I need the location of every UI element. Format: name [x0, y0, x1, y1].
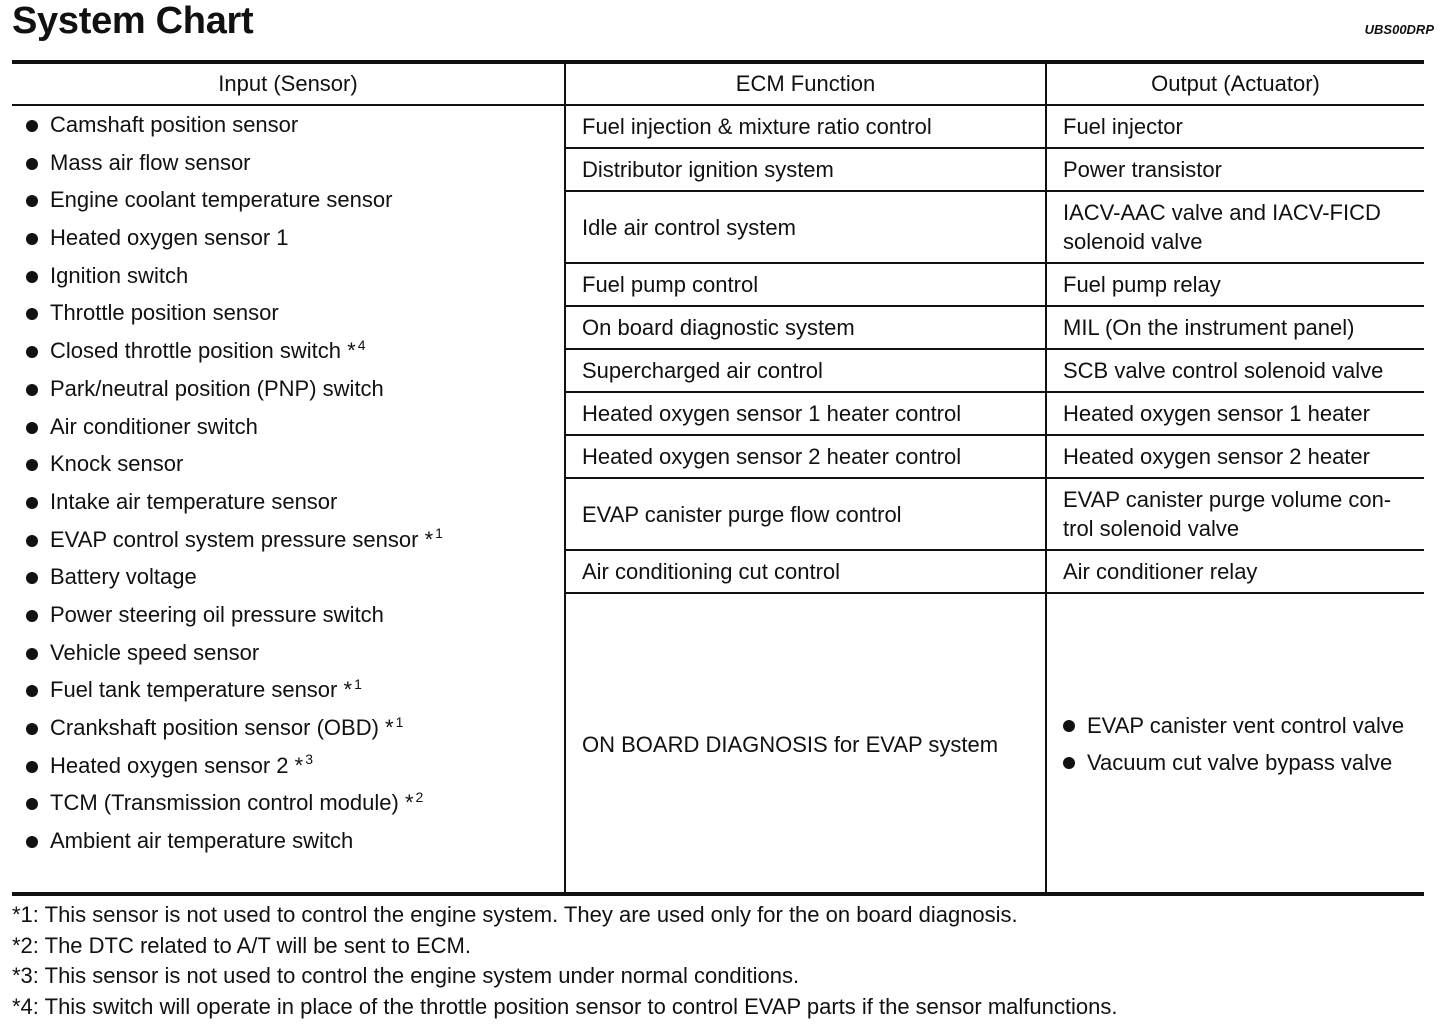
ecm-function-cell: Heated oxygen sensor 2 heater control	[566, 436, 1045, 479]
list-item	[26, 187, 564, 213]
sensor-label: Park/neutral position (PNP) switch	[50, 375, 384, 401]
bullet-icon	[26, 723, 38, 735]
footnote-marker: *	[404, 790, 414, 816]
ecm-function-cell: Fuel injection & mixture ratio control	[566, 106, 1045, 149]
footnote: *3: This sensor is not used to control the engine system under normal conditions.	[12, 963, 800, 989]
list-item	[26, 338, 564, 364]
sensor-label: Throttle position sensor	[50, 300, 279, 326]
footnote: *2: The DTC related to A/T will be sent to ECM.	[12, 932, 471, 958]
sensor-label: Engine coolant temperature sensor	[50, 187, 393, 213]
list-item	[26, 150, 564, 176]
sensor-label: Air conditioner switch	[50, 413, 258, 439]
ecm-function-cell: ON BOARD DIAGNOSIS for EVAP system	[582, 731, 999, 757]
bullet-icon	[26, 120, 38, 132]
sensor-label: Battery voltage	[50, 564, 197, 590]
bullet-icon	[26, 271, 38, 283]
footnote-marker: *	[343, 677, 353, 703]
ecm-header: ECM Function	[566, 64, 1045, 106]
sensor-label: Closed throttle position switch	[50, 338, 342, 364]
bullet-icon	[26, 610, 38, 622]
output-actuator-cell: MIL (On the instrument panel)	[1047, 307, 1424, 350]
list-item	[26, 677, 564, 703]
list-item	[26, 300, 564, 326]
bullet-icon	[1063, 720, 1075, 732]
bullet-icon	[26, 836, 38, 848]
input-column	[12, 64, 564, 892]
list-item	[1063, 711, 1404, 740]
sensor-label: Power steering oil pressure switch	[50, 601, 384, 627]
bullet-icon	[26, 459, 38, 471]
footnote-number: 4	[357, 336, 366, 353]
footnote-number: 3	[305, 751, 313, 768]
footnote-number: 1	[435, 525, 443, 542]
bullet-icon	[26, 384, 38, 396]
bullet-icon	[26, 195, 38, 207]
footnotes	[12, 900, 1117, 1022]
output-actuator-cell	[1047, 594, 1424, 894]
list-item	[26, 602, 564, 628]
actuator-label: Vacuum cut valve bypass valve	[1087, 750, 1393, 775]
footnote-number: 1	[354, 675, 362, 692]
list-item	[26, 790, 564, 816]
sensor-label: TCM (Transmission control module)	[50, 790, 399, 816]
footnote-number: 2	[415, 789, 424, 806]
bullet-icon	[26, 233, 38, 245]
ecm-function-cell: On board diagnostic system	[566, 307, 1045, 350]
bullet-icon	[26, 685, 38, 697]
list-item	[26, 564, 564, 590]
footnote-marker: *	[385, 715, 394, 740]
output-actuator-cell: Heated oxygen sensor 1 heater	[1047, 393, 1424, 436]
sensor-label: Fuel tank temperature sensor	[50, 677, 338, 703]
document-code: UBS00DRP	[1364, 22, 1434, 37]
page-title: System Chart	[12, 0, 254, 42]
footnote: *1: This sensor is not used to control the engine system. They are used only for the on board diagnosis.	[12, 902, 1018, 927]
bullet-icon	[26, 346, 38, 358]
ecm-function-cell: Distributor ignition system	[566, 149, 1045, 192]
footnote-number: 1	[395, 713, 404, 730]
list-item	[26, 225, 564, 251]
bullet-icon	[1063, 757, 1075, 769]
list-item	[26, 376, 564, 402]
output-actuator-cell: Fuel pump relay	[1047, 264, 1424, 307]
ecm-function-cell: EVAP canister purge flow control	[566, 479, 1045, 551]
ecm-function-cell: Air conditioning cut control	[566, 551, 1045, 594]
footnote-marker: *	[347, 338, 356, 364]
list-item	[26, 489, 564, 515]
list-item	[26, 112, 564, 138]
list-item	[26, 451, 564, 477]
input-header: Input (Sensor)	[12, 64, 564, 106]
output-actuator-cell: SCB valve control solenoid valve	[1047, 350, 1424, 393]
bullet-icon	[26, 648, 38, 660]
sensor-label: Camshaft position sensor	[50, 112, 299, 137]
list-item	[26, 828, 564, 854]
bullet-icon	[26, 422, 38, 434]
actuator-label: EVAP canister vent control valve	[1087, 713, 1405, 738]
output-actuator-cell: Air conditioner relay	[1047, 551, 1424, 594]
list-item	[26, 414, 564, 440]
sensor-label: Ambient air temperature switch	[50, 828, 354, 854]
ecm-function-cell: Fuel pump control	[566, 264, 1045, 307]
bullet-icon	[26, 761, 38, 773]
bullet-icon	[26, 535, 38, 547]
sensor-label: Vehicle speed sensor	[50, 639, 260, 665]
output-actuator-list	[1063, 711, 1404, 777]
footnote: *4: This switch will operate in place of the throttle position sensor to control EVAP parts if the sensor malfunctions.	[12, 993, 1118, 1019]
bullet-icon	[26, 572, 38, 584]
sensor-label: Knock sensor	[50, 451, 184, 477]
output-actuator-cell: Heated oxygen sensor 2 heater	[1047, 436, 1424, 479]
output-actuator-cells	[1047, 106, 1424, 894]
bullet-icon	[26, 308, 38, 320]
sensor-label: Crankshaft position sensor (OBD)	[50, 715, 379, 740]
sensor-label: Mass air flow sensor	[50, 149, 251, 175]
sensor-label: Intake air temperature sensor	[50, 488, 338, 514]
list-item	[26, 527, 564, 553]
ecm-function-cell: Heated oxygen sensor 1 heater control	[566, 393, 1045, 436]
ecm-function-cells	[566, 106, 1045, 894]
sensor-label: EVAP control system pressure sensor	[50, 526, 419, 552]
sensor-label: Heated oxygen sensor 1	[50, 225, 289, 251]
output-header: Output (Actuator)	[1047, 64, 1424, 106]
ecm-column	[564, 64, 1045, 892]
ecm-function-cell: Idle air control system	[566, 192, 1045, 264]
ecm-function-cell: Supercharged air control	[566, 350, 1045, 393]
output-column	[1045, 64, 1424, 892]
output-actuator-cell: Fuel injector	[1047, 106, 1424, 149]
bullet-icon	[26, 497, 38, 509]
output-actuator-cell: Power transistor	[1047, 149, 1424, 192]
list-item	[1063, 748, 1404, 777]
output-actuator-cell: IACV-AAC valve and IACV-FICD solenoid valve	[1047, 192, 1424, 264]
list-item	[26, 263, 564, 289]
system-chart-table	[12, 60, 1424, 896]
list-item	[26, 640, 564, 666]
bullet-icon	[26, 158, 38, 170]
output-actuator-cell: EVAP canister purge volume con-trol solenoid valve	[1047, 479, 1424, 551]
footnote-marker: *	[424, 526, 434, 552]
list-item	[26, 753, 564, 779]
bullet-icon	[26, 798, 38, 810]
list-item	[26, 715, 564, 741]
input-sensor-list	[12, 106, 564, 854]
sensor-label: Heated oxygen sensor 2	[50, 752, 289, 778]
sensor-label: Ignition switch	[50, 262, 189, 288]
footnote-marker: *	[294, 752, 304, 778]
